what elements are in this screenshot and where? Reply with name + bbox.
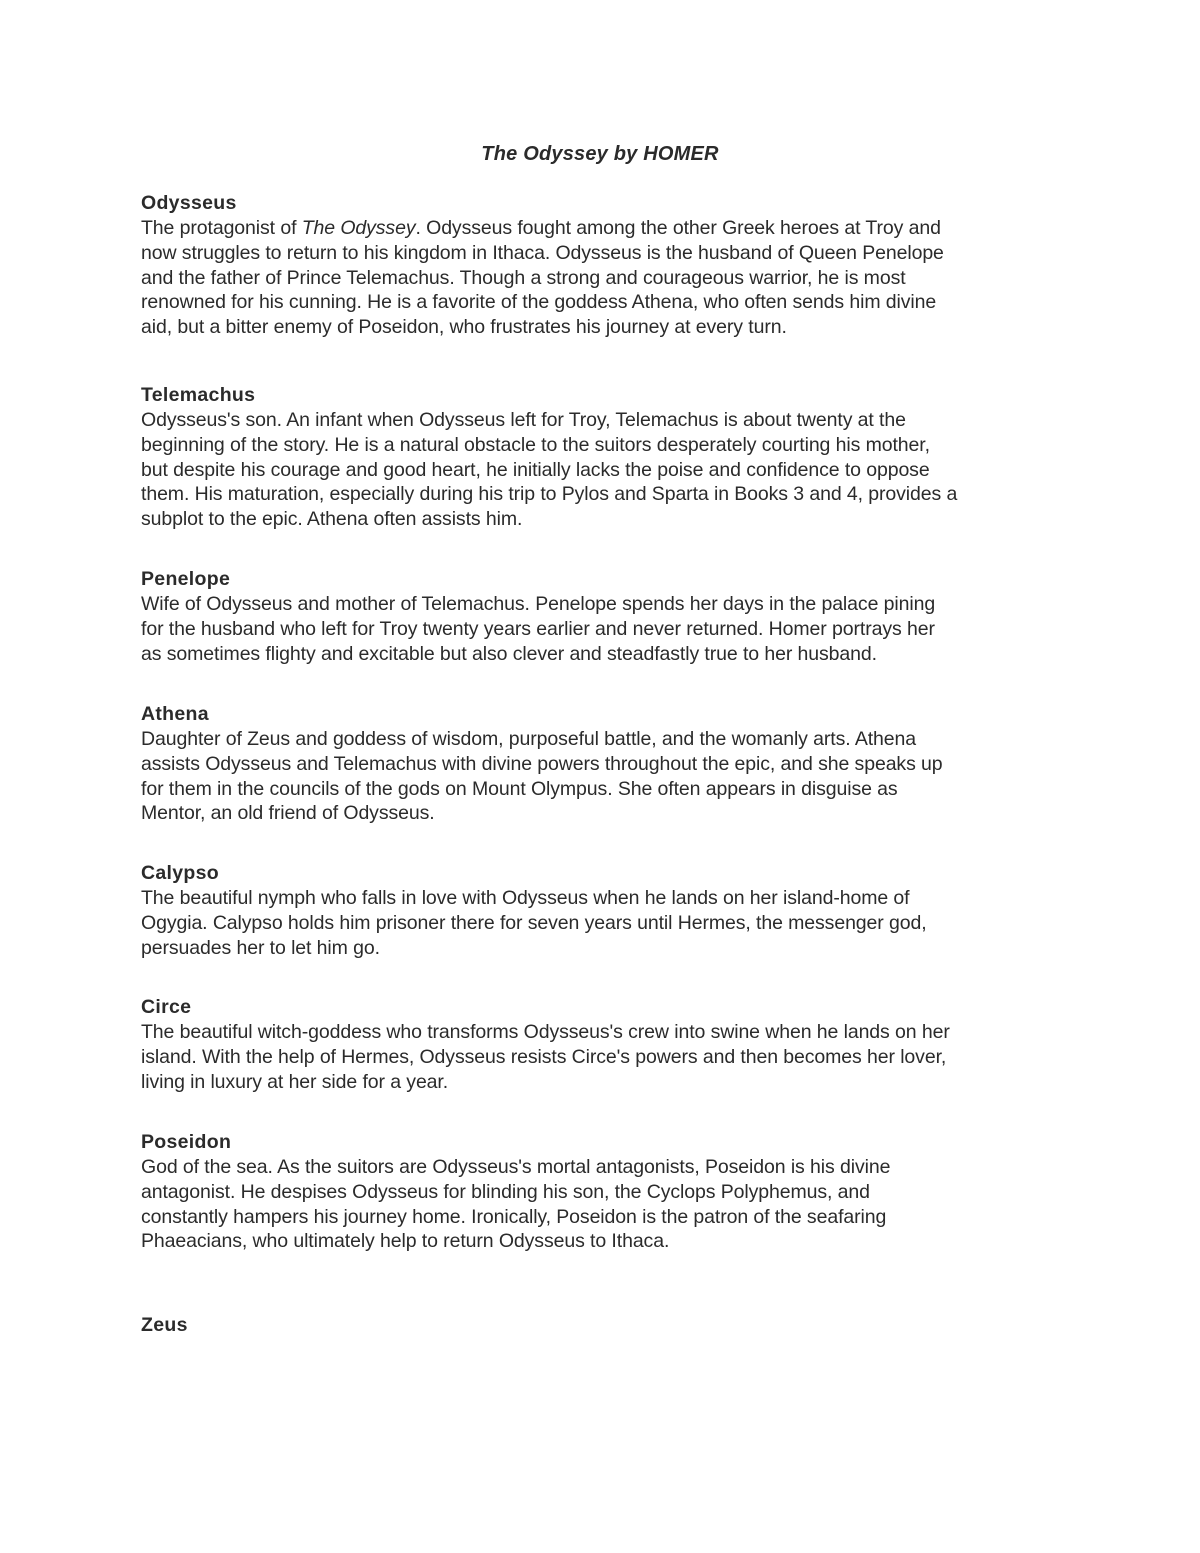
character-name: Calypso bbox=[141, 862, 219, 884]
description-line: living in luxury at her side for a year. bbox=[141, 1070, 449, 1093]
character-name: Telemachus bbox=[141, 384, 256, 406]
description-line: and the father of Prince Telemachus. Though a strong and courageous warrior, he is most bbox=[141, 266, 906, 289]
character-entry-calypso bbox=[141, 861, 1071, 960]
description-line: Odysseus's son. An infant when Odysseus left for Troy, Telemachus is about twenty at the bbox=[141, 409, 906, 431]
description-line: beginning of the story. He is a natural obstacle to the suitors desperately courting his mother, bbox=[141, 433, 930, 456]
character-name: Odysseus bbox=[141, 192, 237, 214]
character-description bbox=[141, 1155, 1071, 1254]
character-entry-zeus bbox=[141, 1313, 1071, 1338]
description-line: subplot to the epic. Athena often assists him. bbox=[141, 508, 523, 531]
description-line: for the husband who left for Troy twenty years earlier and never returned. Homer portrays her bbox=[141, 617, 935, 640]
character-description bbox=[141, 727, 1071, 826]
description-line: as sometimes flighty and excitable but also clever and steadfastly true to her husband. bbox=[141, 642, 877, 665]
character-description bbox=[141, 886, 1071, 960]
description-line: renowned for his cunning. He is a favorite of the goddess Athena, who often sends him divine bbox=[141, 291, 937, 314]
description-line: now struggles to return to his kingdom in Ithaca. Odysseus is the husband of Queen Penelope bbox=[141, 241, 944, 264]
description-line: Phaeacians, who ultimately help to return Odysseus to Ithaca. bbox=[141, 1230, 670, 1253]
description-line: Mentor, an old friend of Odysseus. bbox=[141, 802, 435, 825]
book-title-italic: The Odyssey bbox=[301, 217, 416, 239]
character-description bbox=[141, 1020, 1071, 1094]
character-description bbox=[141, 216, 1071, 340]
description-line: antagonist. He despises Odysseus for blinding his son, the Cyclops Polyphemus, and bbox=[141, 1180, 870, 1203]
description-line: persuades her to let him go. bbox=[141, 936, 380, 959]
character-entry-penelope bbox=[141, 567, 1071, 666]
character-entry-circe bbox=[141, 995, 1071, 1094]
character-description bbox=[141, 408, 1071, 532]
character-entry-telemachus bbox=[141, 383, 1071, 532]
description-line: The beautiful witch-goddess who transforms Odysseus's crew into swine when he lands on her bbox=[141, 1021, 950, 1043]
description-line: but despite his courage and good heart, he initially lacks the poise and confidence to oppose bbox=[141, 458, 930, 481]
description-line: aid, but a bitter enemy of Poseidon, who frustrates his journey at every turn. bbox=[141, 316, 787, 339]
character-name: Athena bbox=[141, 703, 209, 725]
description-line: Daughter of Zeus and goddess of wisdom, purposeful battle, and the womanly arts. Athena bbox=[141, 728, 917, 750]
character-entry-odysseus bbox=[141, 191, 1071, 340]
character-description bbox=[141, 592, 1071, 666]
description-line: Ogygia. Calypso holds him prisoner there for seven years until Hermes, the messenger god, bbox=[141, 911, 927, 934]
description-line: constantly hampers his journey home. Ironically, Poseidon is the patron of the seafaring bbox=[141, 1205, 887, 1228]
description-line: God of the sea. As the suitors are Odysseus's mortal antagonists, Poseidon is his divine bbox=[141, 1156, 891, 1178]
description-line: island. With the help of Hermes, Odysseus resists Circe's powers and then becomes her lover, bbox=[141, 1045, 947, 1068]
character-name: Penelope bbox=[141, 568, 231, 590]
description-line: The beautiful nymph who falls in love with Odysseus when he lands on her island-home of bbox=[141, 887, 910, 909]
character-name: Zeus bbox=[141, 1314, 188, 1336]
character-entry-poseidon bbox=[141, 1130, 1071, 1254]
description-line: assists Odysseus and Telemachus with divine powers throughout the epic, and she speaks up bbox=[141, 752, 943, 775]
description-text: The protagonist of bbox=[141, 217, 302, 239]
character-entry-athena bbox=[141, 702, 1071, 826]
description-line: them. His maturation, especially during his trip to Pylos and Sparta in Books 3 and 4, provides a bbox=[141, 483, 958, 506]
character-name: Circe bbox=[141, 996, 192, 1018]
description-text: . Odysseus fought among the other Greek heroes at Troy and bbox=[415, 217, 941, 239]
document-title: The Odyssey by HOMER bbox=[481, 143, 719, 165]
description-line: Wife of Odysseus and mother of Telemachus. Penelope spends her days in the palace pining bbox=[141, 593, 936, 615]
description-line: for them in the councils of the gods on Mount Olympus. She often appears in disguise as bbox=[141, 777, 898, 800]
character-name: Poseidon bbox=[141, 1131, 232, 1153]
